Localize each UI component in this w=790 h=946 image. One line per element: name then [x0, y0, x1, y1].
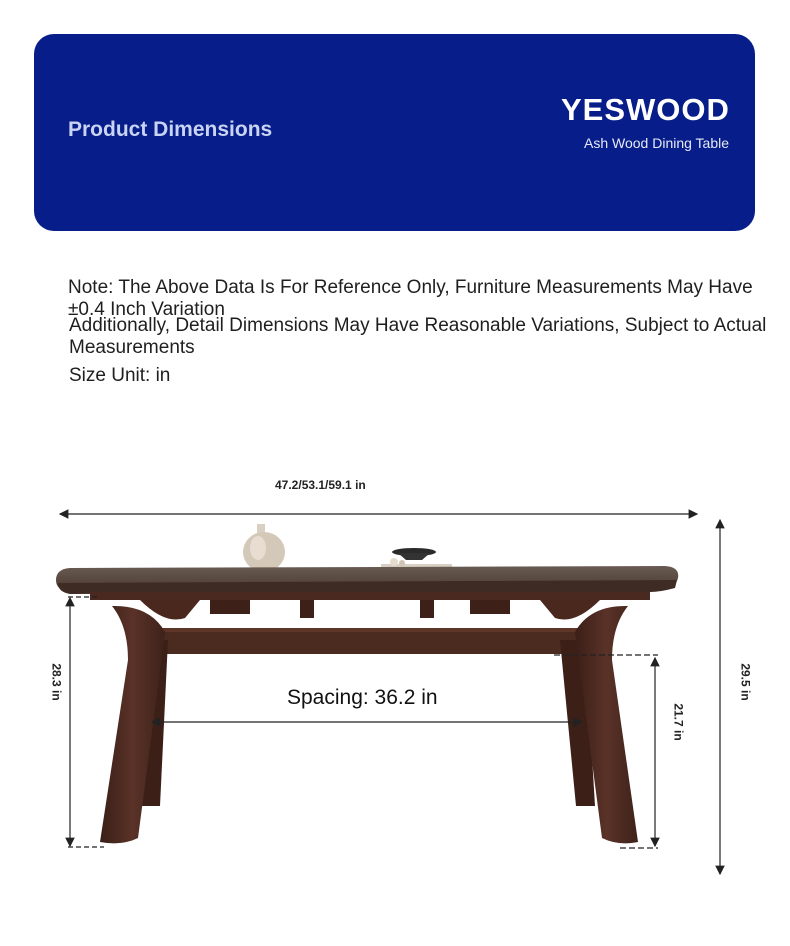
total-height-label: 29.5 in: [738, 663, 753, 701]
note-line-2: Additionally, Detail Dimensions May Have Reasonable Variations, Subject to Actual Measurements: [69, 315, 767, 358]
table-stretcher: [140, 600, 600, 654]
size-unit-note: Size Unit: in: [69, 365, 171, 386]
underframe-height-label: 21.7 in: [671, 703, 686, 741]
leg-height-label: 28.3 in: [49, 663, 64, 701]
note-line-1-continued: ±0.4 Inch Variation: [68, 299, 225, 320]
product-name: Ash Wood Dining Table: [584, 135, 730, 151]
leg-height-dimension: [68, 597, 104, 847]
table-top: [56, 566, 678, 600]
length-label: 47.2/53.1/59.1 in: [275, 478, 366, 492]
spacing-label: Spacing: 36.2 in: [287, 686, 438, 709]
page-title: Product Dimensions: [68, 118, 273, 141]
vase-decor: [243, 524, 285, 572]
brand-logo: YESWOOD: [561, 92, 730, 127]
note-line-1: Note: The Above Data Is For Reference Only, Furniture Measurements May Have: [68, 277, 753, 298]
